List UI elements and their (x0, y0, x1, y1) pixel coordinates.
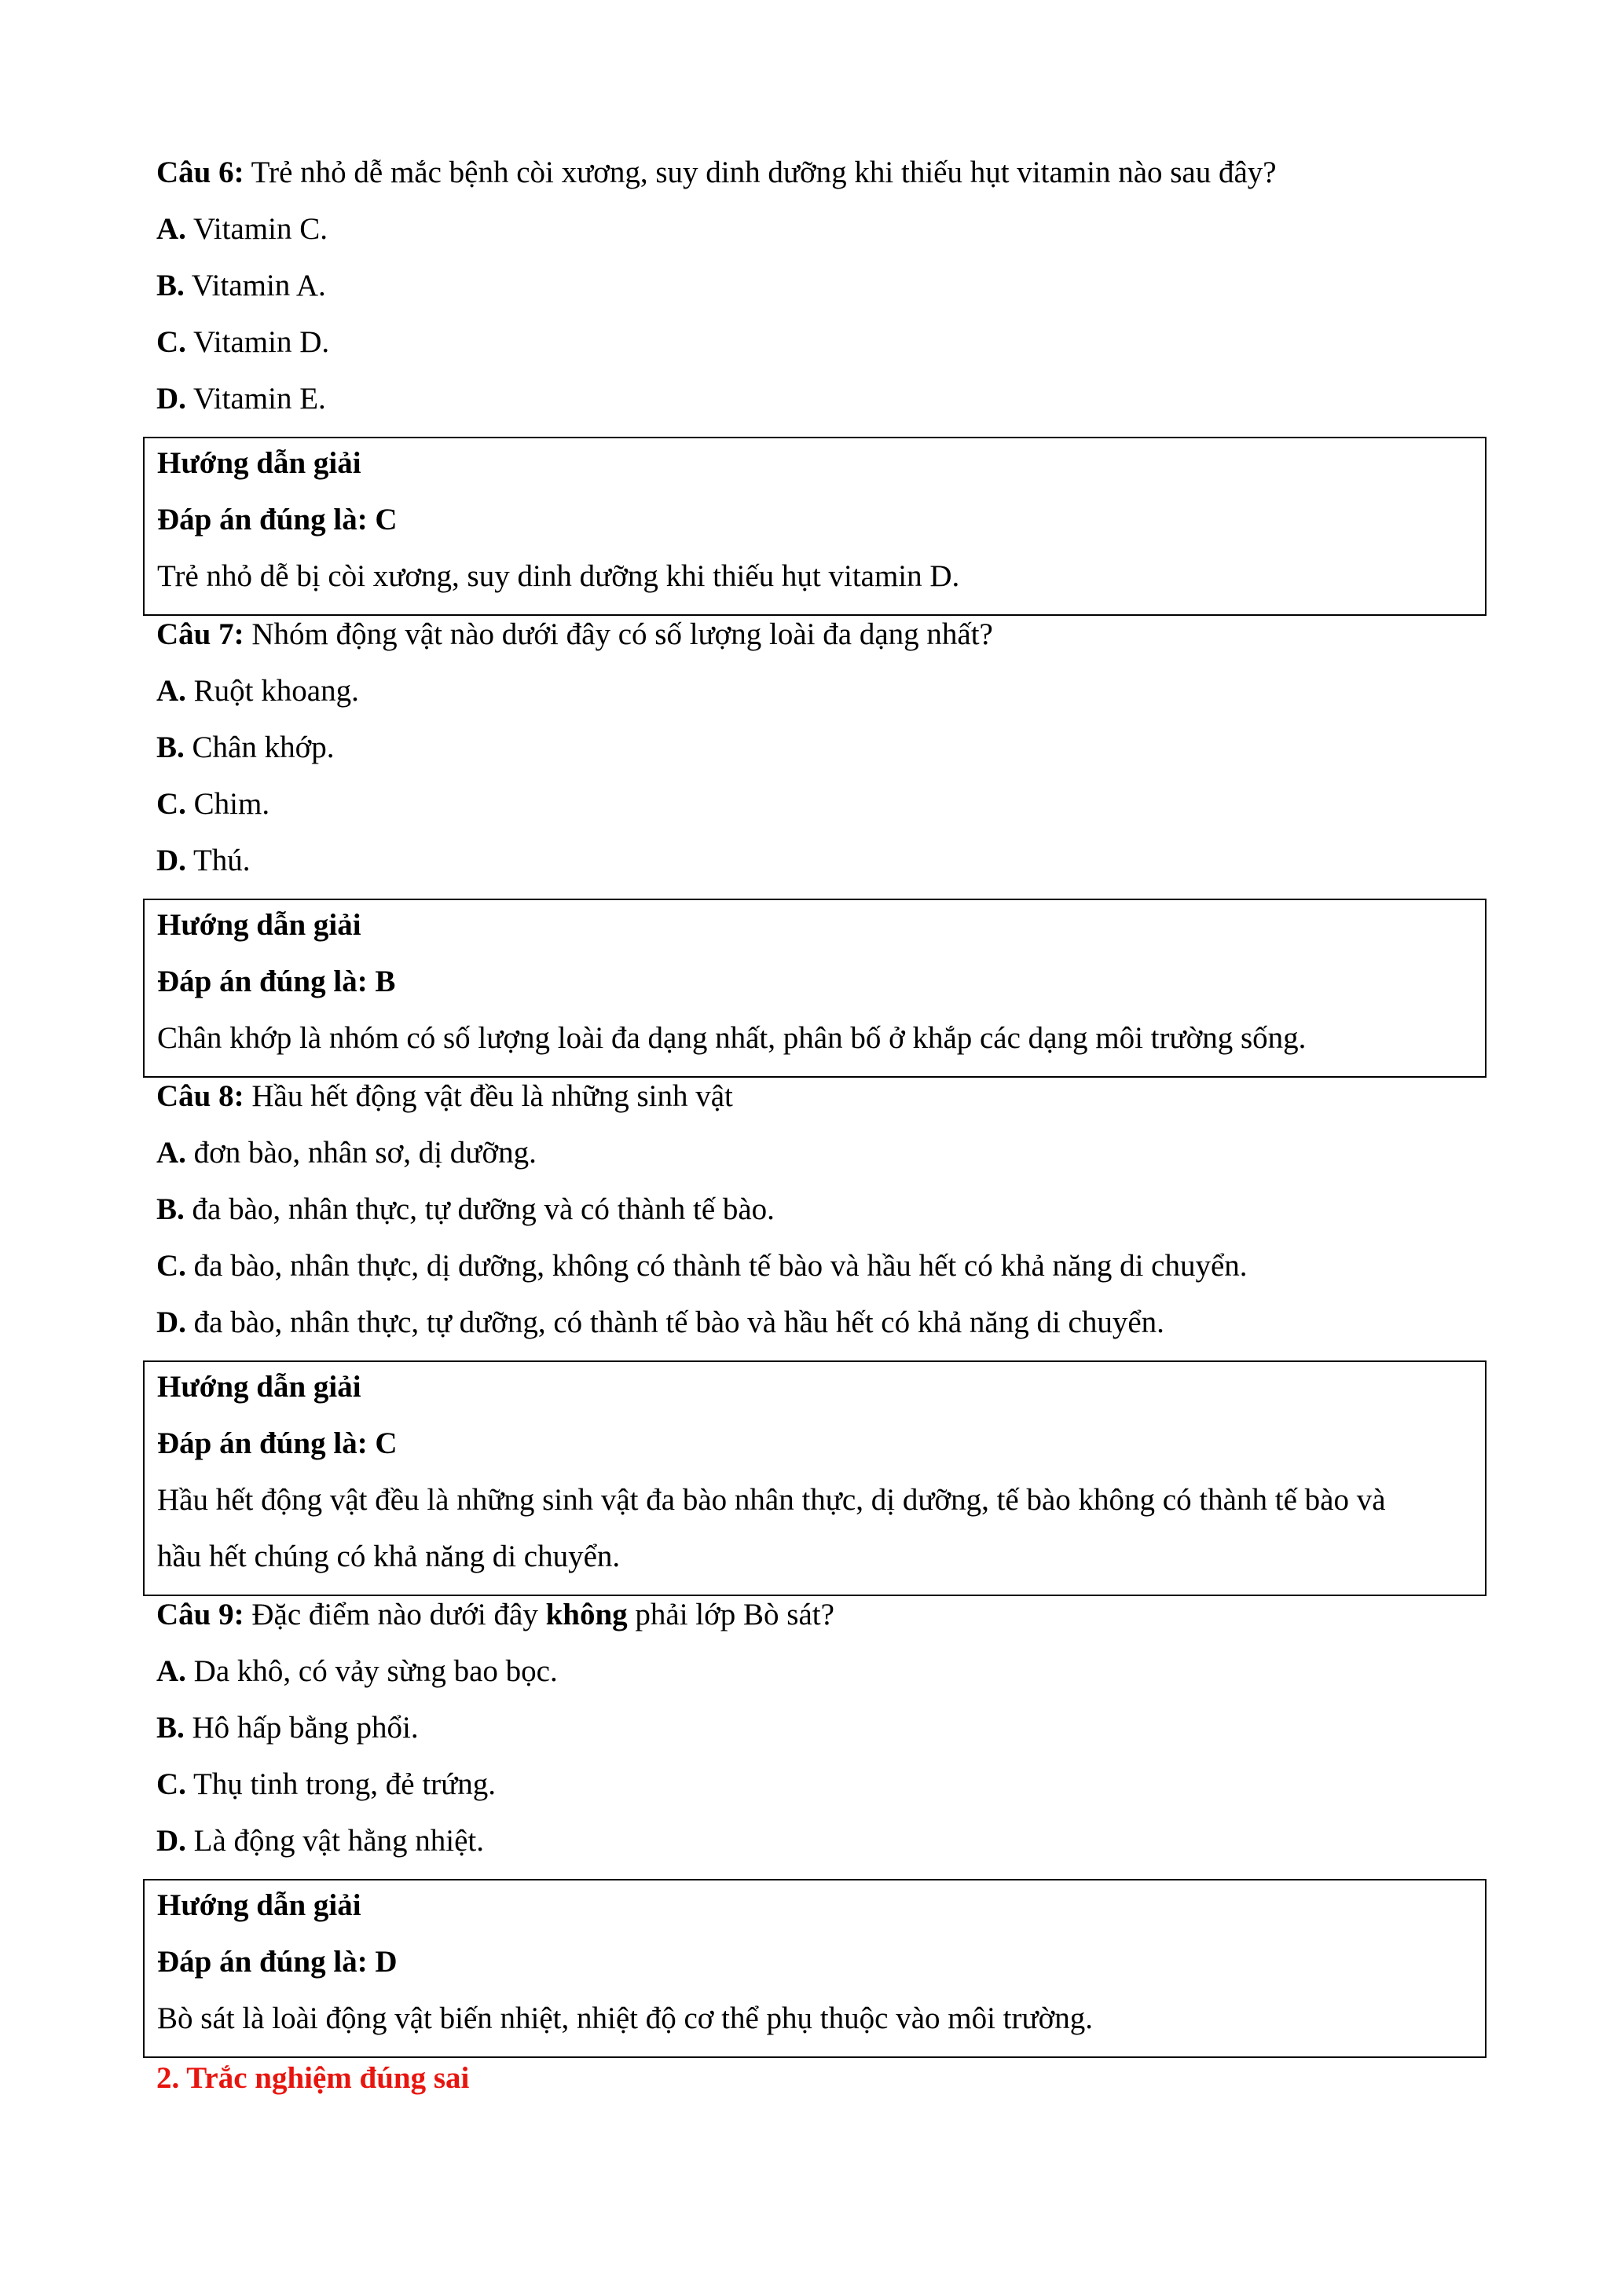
question-9-solution-box (143, 1879, 1487, 2058)
question-7-solution-box (143, 899, 1487, 1078)
solution-heading: Hướng dẫn giải (157, 1888, 361, 1922)
solution-heading: Hướng dẫn giải (157, 1370, 361, 1404)
question-9: Câu 9: Đặc điểm nào dưới đây không phải lớp Bò sát? (156, 1598, 834, 1631)
question-6-option-a: A. Vitamin C. (156, 212, 328, 246)
question-8-option-d: D. đa bào, nhân thực, tự dưỡng, có thành tế bào và hầu hết có khả năng di chuyển. (156, 1305, 1164, 1339)
question-7-option-c: C. Chim. (156, 787, 270, 821)
question-6: Câu 6: Trẻ nhỏ dễ mắc bệnh còi xương, suy dinh dưỡng khi thiếu hụt vitamin nào sau đây? (156, 156, 1277, 189)
solution-answer: Đáp án đúng là: B (157, 965, 396, 998)
question-6-option-b: B. Vitamin A. (156, 269, 326, 302)
solution-answer: Đáp án đúng là: D (157, 1945, 398, 1979)
solution-answer: Đáp án đúng là: C (157, 1426, 398, 1460)
question-7-option-b: B. Chân khớp. (156, 731, 335, 764)
solution-heading: Hướng dẫn giải (157, 446, 361, 480)
question-8-option-b: B. đa bào, nhân thực, tự dưỡng và có thành tế bào. (156, 1192, 775, 1226)
question-7-option-d: D. Thú. (156, 844, 251, 877)
question-8-solution-box (143, 1360, 1487, 1596)
question-9-option-d: D. Là động vật hằng nhiệt. (156, 1824, 484, 1858)
solution-explanation-line-2: hầu hết chúng có khả năng di chuyển. (157, 1540, 621, 1573)
question-8-option-a: A. đơn bào, nhân sơ, dị dưỡng. (156, 1136, 537, 1170)
question-6-option-c: C. Vitamin D. (156, 325, 330, 359)
section-heading: 2. Trắc nghiệm đúng sai (156, 2061, 470, 2095)
solution-heading: Hướng dẫn giải (157, 908, 361, 942)
solution-explanation: Bò sát là loài động vật biến nhiệt, nhiệt độ cơ thể phụ thuộc vào môi trường. (157, 2001, 1094, 2035)
question-8-option-c: C. đa bào, nhân thực, dị dưỡng, không có thành tế bào và hầu hết có khả năng di chuyển. (156, 1249, 1248, 1283)
question-9-option-b: B. Hô hấp bằng phổi. (156, 1711, 419, 1745)
question-7: Câu 7: Nhóm động vật nào dưới đây có số lượng loài đa dạng nhất? (156, 617, 993, 651)
question-9-option-c: C. Thụ tinh trong, đẻ trứng. (156, 1767, 497, 1801)
question-9-option-a: A. Da khô, có vảy sừng bao bọc. (156, 1654, 558, 1688)
solution-answer: Đáp án đúng là: C (157, 503, 398, 536)
question-6-option-d: D. Vitamin E. (156, 382, 326, 416)
question-7-option-a: A. Ruột khoang. (156, 674, 359, 708)
solution-explanation: Trẻ nhỏ dễ bị còi xương, suy dinh dưỡng khi thiếu hụt vitamin D. (157, 559, 960, 593)
solution-explanation: Chân khớp là nhóm có số lượng loài đa dạng nhất, phân bố ở khắp các dạng môi trường sống. (157, 1021, 1307, 1055)
question-8: Câu 8: Hầu hết động vật đều là những sinh vật (156, 1079, 733, 1113)
question-6-solution-box (143, 437, 1487, 616)
solution-explanation-line-1: Hầu hết động vật đều là những sinh vật đa bào nhân thực, dị dưỡng, tế bào không có thành tế bào và (157, 1483, 1386, 1517)
